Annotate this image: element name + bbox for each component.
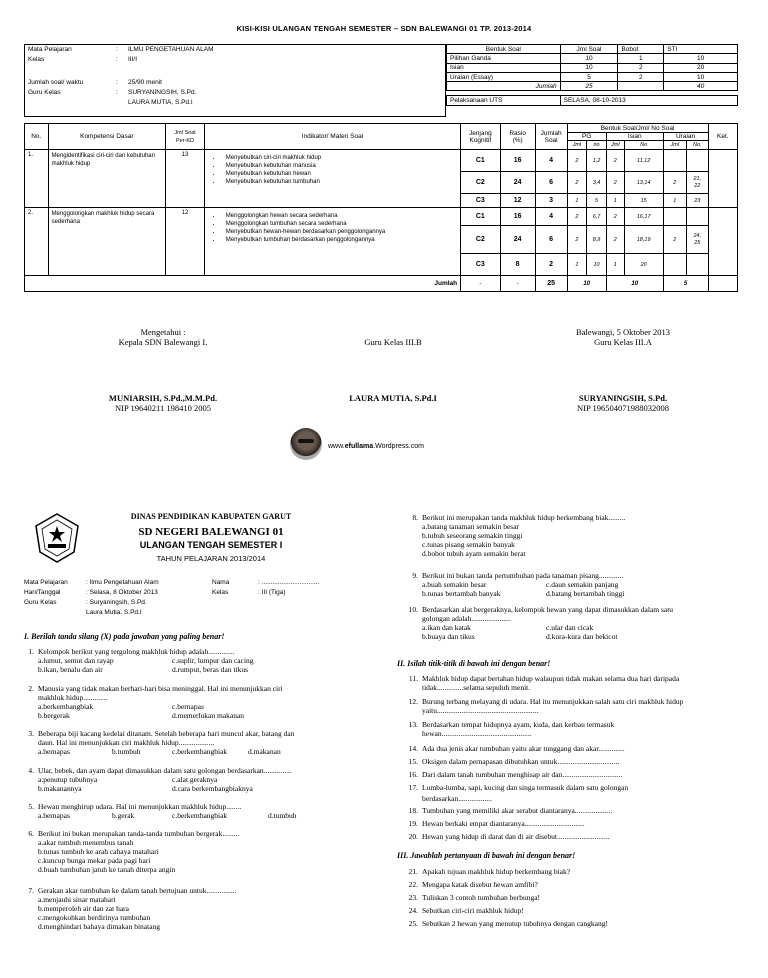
indikator-item: • Menyebutkan kebutuhan manusia xyxy=(222,162,457,170)
ket xyxy=(708,150,737,208)
uraian-no: 24, 25 xyxy=(687,226,709,254)
form-sti: 20 xyxy=(664,63,738,72)
th-jml-kd: Jml Soal Per-KD xyxy=(166,124,205,150)
form-bentuk: Isian xyxy=(447,63,561,72)
nama-field[interactable]: : ................................ xyxy=(258,579,320,586)
uraian-jml xyxy=(663,150,686,172)
form-bentuk: Uraian (Essay) xyxy=(447,72,561,81)
question-15: 15. Oksigen dalam pernapasan dibutuhkan untuk................................. xyxy=(408,757,620,766)
th-isian-jml: Jml xyxy=(606,141,624,150)
isian-no: 15 xyxy=(624,194,663,208)
question-24: 24. Sebutkan ciri-ciri makhluk hidup! xyxy=(408,906,524,915)
form-jml: 5 xyxy=(560,72,618,81)
uraian-jml: 2 xyxy=(663,226,686,254)
question-18: 18. Tumbuhan yang memiliki akar serabut diantaranya.................... xyxy=(408,806,613,815)
section-1-heading: I. Berilah tanda silang (X) pada jawaban yang paling benar! xyxy=(24,632,225,641)
isian-jml: 2 xyxy=(606,150,624,172)
isian-no: 20 xyxy=(624,254,663,276)
pg-jml: 2 xyxy=(567,172,587,194)
th-jml: Jml Soal xyxy=(560,45,618,54)
th-sti: STI xyxy=(664,45,738,54)
isian-jml: 2 xyxy=(606,172,624,194)
exam-meta-left: Mata Pelajaran : Ilmu Pengetahuan Alam Hari/Tanggal : Selasa, 8 Oktober 2013 Guru Kelas : Suryaningsih, S.Pd. Laura Mutia, S.Pd.I xyxy=(24,579,159,616)
pg-no: 5 xyxy=(587,194,607,208)
jenjang: C3 xyxy=(461,254,500,276)
indikator-item: • Menggolongkan hewan secara sederhana xyxy=(222,212,457,220)
question-6: 6. Berikut ini bukan merupakan tanda-tanda tumbuhan bergerak......... a.akar tumbuh menembus tanah b.tunas tumbuh ke arah cahaya matahari c.kuncup bunga mekar pada pagi hari d.buah tumbuhan jatuh ke tanah diterpa angin xyxy=(28,829,240,874)
question-21: 21. Apakah tujuan makhluk hidup berkembang biak? xyxy=(408,867,571,876)
th-ket: Ket. xyxy=(708,124,737,150)
ket xyxy=(708,208,737,276)
kd-jml: 13 xyxy=(166,150,205,208)
jenjang: C2 xyxy=(461,226,500,254)
kd-no: 1. xyxy=(25,150,49,208)
jumlah: 6 xyxy=(535,226,567,254)
jenjang: C3 xyxy=(461,194,500,208)
th-isian: Isian xyxy=(606,133,663,141)
rasio: 24 xyxy=(500,172,535,194)
question-19: 19. Hewan berkaki empat diantaranya................................ xyxy=(408,819,585,828)
pg-no: 10 xyxy=(587,254,607,276)
rasio: 16 xyxy=(500,150,535,172)
total-rasio: - xyxy=(500,276,535,292)
form-jml: 10 xyxy=(560,63,618,72)
uraian-jml: 2 xyxy=(663,172,686,194)
indikator-item: • Menggolongkan tumbuhan secara sederhana xyxy=(222,220,457,228)
pg-jml: 2 xyxy=(567,226,587,254)
th-bobot: Bobot xyxy=(618,45,664,54)
uraian-no xyxy=(687,150,709,172)
answer-blank[interactable]: tidak..............selama sepuluh menit. xyxy=(422,683,531,692)
pelaksanaan-value: SELASA, 08-10-2013 xyxy=(560,96,737,105)
form-bobot: 2 xyxy=(618,72,664,81)
jumlah: 4 xyxy=(535,150,567,172)
kisi-table xyxy=(24,123,738,292)
rasio: 8 xyxy=(500,254,535,276)
th-pg: PG xyxy=(567,133,606,141)
th-uraian-jml: Jml xyxy=(663,141,686,150)
isian-no: 18,19 xyxy=(624,226,663,254)
form-sti: 10 xyxy=(664,72,738,81)
th-pg-jml: Jml xyxy=(567,141,587,150)
pg-no: 3,4 xyxy=(587,172,607,194)
kd-text: Menggolongkan makhluk hidup secara sederhana xyxy=(48,208,166,276)
th-kd: Kompetensi Dasar xyxy=(48,124,166,150)
pg-jml: 1 xyxy=(567,254,587,276)
question-7: 7. Gerakan akar tumbuhan ke dalam tanah bertujuan untuk................ a.menjauhi sinar matahari b.memperoleh air dan zat hara c.mengokohkan berdirinya tumbuhan d.menghindari bahaya dimakan binatang xyxy=(28,886,237,931)
th-no: No. xyxy=(25,124,49,150)
uraian-no xyxy=(687,254,709,276)
section-2-heading: II. Isilah titik-titik di bawah ini dengan benar! xyxy=(397,659,551,668)
uraian-jml xyxy=(663,254,686,276)
indikator-item: • Menyebutkan ciri-ciri makhluk hidup xyxy=(222,154,457,162)
question-11: 11. Makhluk hidup dapat bertahan hidup walaupun tidak makan selama dua hari daripada tidak..............selama sepuluh menit. xyxy=(408,674,680,692)
question-5: 5. Hewan menghirup udara. Hal ini menunjukkan makhluk hidup........ a.bernapas b.gerak c.berkembangbiak d.tumbuh xyxy=(28,802,297,820)
form-jml: 10 xyxy=(560,54,618,63)
question-4: 4. Ular, bebek, dan ayam dapat dimasukkan dalam satu golongan berdasarkan............... a.penutup tubuhnya c.alat geraknya b.makanannya d.cara berkembangbiaknya xyxy=(28,766,292,793)
exam-meta-right: Nama : ................................ Kelas : III (Tiga) xyxy=(212,579,320,596)
form-bentuk: Pilihan Ganda xyxy=(447,54,561,63)
question-3: 3. Beberapa biji kacang kedelai ditanam. Setelah beberapa hari muncul akar, batang dan daun. Hal ini menunjukkan ciri makhluk hidup................... a.bernapas b.tumbuh c.berkembangbiak d.makanan xyxy=(28,729,295,756)
indikator-list xyxy=(204,150,460,208)
pg-no: 1,2 xyxy=(587,150,607,172)
sig-guru-a: Balewangi, 5 Oktober 2013 Guru Kelas III.A SURYANINGSIH, S.Pd. NIP 196504071988032008 xyxy=(576,327,670,413)
kisi-info-box: Mata Pelajaran : ILMU PENGETAHUAN ALAM Kelas : III/I Jumlah soal/ waktu : 25/90 menit Guru Kelas : SURYANINGSIH, S.Pd. LAURA MUTIA, S.Pd.I xyxy=(24,44,446,117)
question-2: 2. Manusia yang tidak makan berhari-hari bisa meninggal. Hal ini menunjukkan ciri makhluk hidup............. a.berkembangbiak c.bernapas b.bergerak d.memerlukan makanan xyxy=(28,684,283,720)
answer-blank[interactable]: yaitu...................................................... xyxy=(422,706,539,715)
school-logo-icon xyxy=(34,512,80,564)
question-13: 13. Berdasarkan tempat hidupnya ayam, kuda, dan kerbau termasuk hewan................................................ xyxy=(408,720,615,738)
indikator-list xyxy=(204,208,460,276)
th-rasio: Rasio (%) xyxy=(500,124,535,150)
dinas-title: DINAS PENDIDIKAN KABUPATEN GARUT xyxy=(130,512,292,521)
th-jenjang: Jenjang Kognitif xyxy=(461,124,500,150)
total-uraian: 5 xyxy=(663,276,708,292)
kd-no: 2. xyxy=(25,208,49,276)
isian-no: 13,14 xyxy=(624,172,663,194)
question-8: 8. Berikut ini merupakan tanda makhluk hidup berkembang biak......... a.batang tanaman semakin besar b.tubuh seseorang semakin tinggi c.tunas pisang semakin banyak d.bobot tubuh ayam semakin berat xyxy=(412,513,626,558)
question-9: 9. Berikut ini bukan tanda pertumbuhan pada tanaman pisang............. a.buah semakin besar c.daun semakin panjang b.tunas bertambah banyak d.batang bertambah tinggi xyxy=(412,571,625,598)
th-uraian-no: No. xyxy=(687,141,709,150)
uraian-no xyxy=(687,208,709,226)
total-ket xyxy=(708,276,737,292)
isian-jml: 1 xyxy=(606,194,624,208)
pg-no: 8,9 xyxy=(587,226,607,254)
tahun-pelajaran: TAHUN PELAJARAN 2013/2014 xyxy=(156,554,266,563)
th-jumlah-soal: Jumlah Soal xyxy=(535,124,567,150)
sig-guru-b: Guru Kelas III.B LAURA MUTIA, S.Pd.I xyxy=(349,337,437,403)
jenjang: C2 xyxy=(461,172,500,194)
total-label: Jumlah xyxy=(25,276,461,292)
school-name: SD NEGERI BALEWANGI 01 xyxy=(138,526,284,538)
pg-jml: 2 xyxy=(567,208,587,226)
author-avatar xyxy=(290,428,322,460)
th-bentuk: Bentuk Soal xyxy=(447,45,561,54)
uraian-jml: 1 xyxy=(663,194,686,208)
question-10: 10. Berdasarkan alat bergeraknya, kelompok hewan yang dapat dimasukkan dalam satu golongan adalah..................... a.ikan dan katak c.ular dan cicak b.buaya dan tikus d.kura-kura dan bekicot xyxy=(408,605,674,641)
question-1: 1. Kelompok berikut yang tergolong makhluk hidup adalah.............. a.lumut, semut dan rayap c.suplir, lumpur dan cacing b.ikan, benalu dan air d.rumput, beras dan tikus xyxy=(28,647,254,674)
form-total-jml: 25 xyxy=(560,82,618,91)
isian-no: 11,12 xyxy=(624,150,663,172)
indikator-item: • Menyebutkan kebutuhan hewan xyxy=(222,170,457,178)
isian-no: 16,17 xyxy=(624,208,663,226)
question-23: 23. Tuliskan 3 contoh tumbuhan berbunga! xyxy=(408,893,541,902)
rasio: 16 xyxy=(500,208,535,226)
jumlah: 6 xyxy=(535,172,567,194)
kd-text: Mengidentifikasi ciri-ciri dan kebutuhan makhluk hidup xyxy=(48,150,166,208)
indikator-item: • Menyebutkan hewan-hewan berdasarkan penggolongannya xyxy=(222,228,402,236)
form-total-sti: 40 xyxy=(664,82,738,91)
jumlah: 3 xyxy=(535,194,567,208)
isian-jml: 2 xyxy=(606,226,624,254)
pelaksanaan-label: Pelaksanaan UTS xyxy=(447,96,561,105)
total-jumlah: 25 xyxy=(535,276,567,292)
total-jenjang: - xyxy=(461,276,500,292)
jenjang: C1 xyxy=(461,150,500,172)
total-pg: 10 xyxy=(567,276,606,292)
kd-jml: 12 xyxy=(166,208,205,276)
exam-title: ULANGAN TENGAH SEMESTER I xyxy=(139,540,283,550)
uraian-no: 23 xyxy=(687,194,709,208)
question-12: 12. Burung terbang melayang di udara. Hal itu menunjukkan salah satu ciri makhluk hidup yaitu...................................................... xyxy=(408,697,684,715)
isian-jml: 2 xyxy=(606,208,624,226)
question-17: 17. Lumba-lumba, sapi, kucing dan singa termasuk dalam satu golongan berdasarkan.................. xyxy=(408,783,629,803)
pg-jml: 1 xyxy=(567,194,587,208)
bentuk-soal-table xyxy=(446,44,738,106)
website-link[interactable]: www.efullama.Wordpress.com xyxy=(328,443,424,450)
jumlah: 4 xyxy=(535,208,567,226)
question-25: 25. Sebutkan 2 hewan yang menutup tubuhnya dengan cangkang! xyxy=(408,919,608,928)
indikator-item: • Menyebutkan kebutuhan tumbuhan xyxy=(222,178,457,186)
question-20: 20. Hewan yang hidup di darat dan di air disebut............................ xyxy=(408,832,610,841)
form-sti: 10 xyxy=(664,54,738,63)
answer-blank[interactable]: hewan................................................ xyxy=(422,729,532,738)
pg-no: 6,7 xyxy=(587,208,607,226)
form-bobot: 2 xyxy=(618,63,664,72)
sig-kepsek: Mengetahui : Kepala SDN Balewangi I. MUNIARSIH, S.Pd.,M.M.Pd. NIP 19640211 198410 2005 xyxy=(108,327,218,413)
th-isian-no: No xyxy=(624,141,663,150)
section-3-heading: III. Jawablah pertanyaan di bawah ini dengan benar! xyxy=(397,851,576,860)
answer-blank[interactable]: berdasarkan.................. xyxy=(422,794,492,803)
question-14: 14. Ada dua jenis akar tumbuhan yaitu akar tunggang dan akar.............. xyxy=(408,744,625,753)
rasio: 12 xyxy=(500,194,535,208)
rasio: 24 xyxy=(500,226,535,254)
total-isian: 10 xyxy=(606,276,663,292)
th-uraian: Uraian xyxy=(663,133,708,141)
th-pg-no: no xyxy=(587,141,607,150)
question-22: 22. Mengapa katak disebut hewan amfibi? xyxy=(408,880,538,889)
isian-jml: 1 xyxy=(606,254,624,276)
form-total-label: Jumlah xyxy=(447,82,561,91)
uraian-jml xyxy=(663,208,686,226)
th-bentuk-soal: Bentuk Soal/Jml/ No Soal xyxy=(567,124,708,133)
th-indikator: Indikator/ Materi Soal xyxy=(204,124,460,150)
form-bobot: 1 xyxy=(618,54,664,63)
jenjang: C1 xyxy=(461,208,500,226)
pg-jml: 2 xyxy=(567,150,587,172)
indikator-item: • Menyebutkan tumbuhan berdasarkan penggolongannya xyxy=(222,236,402,244)
uraian-no: 21, 22 xyxy=(687,172,709,194)
jumlah: 2 xyxy=(535,254,567,276)
kisi-title: KISI-KISI ULANGAN TENGAH SEMESTER – SDN BALEWANGI 01 TP. 2013-2014 xyxy=(236,24,532,33)
question-16: 16. Dari dalam tanah tumbuhan menghisap air dan................................ xyxy=(408,770,623,779)
